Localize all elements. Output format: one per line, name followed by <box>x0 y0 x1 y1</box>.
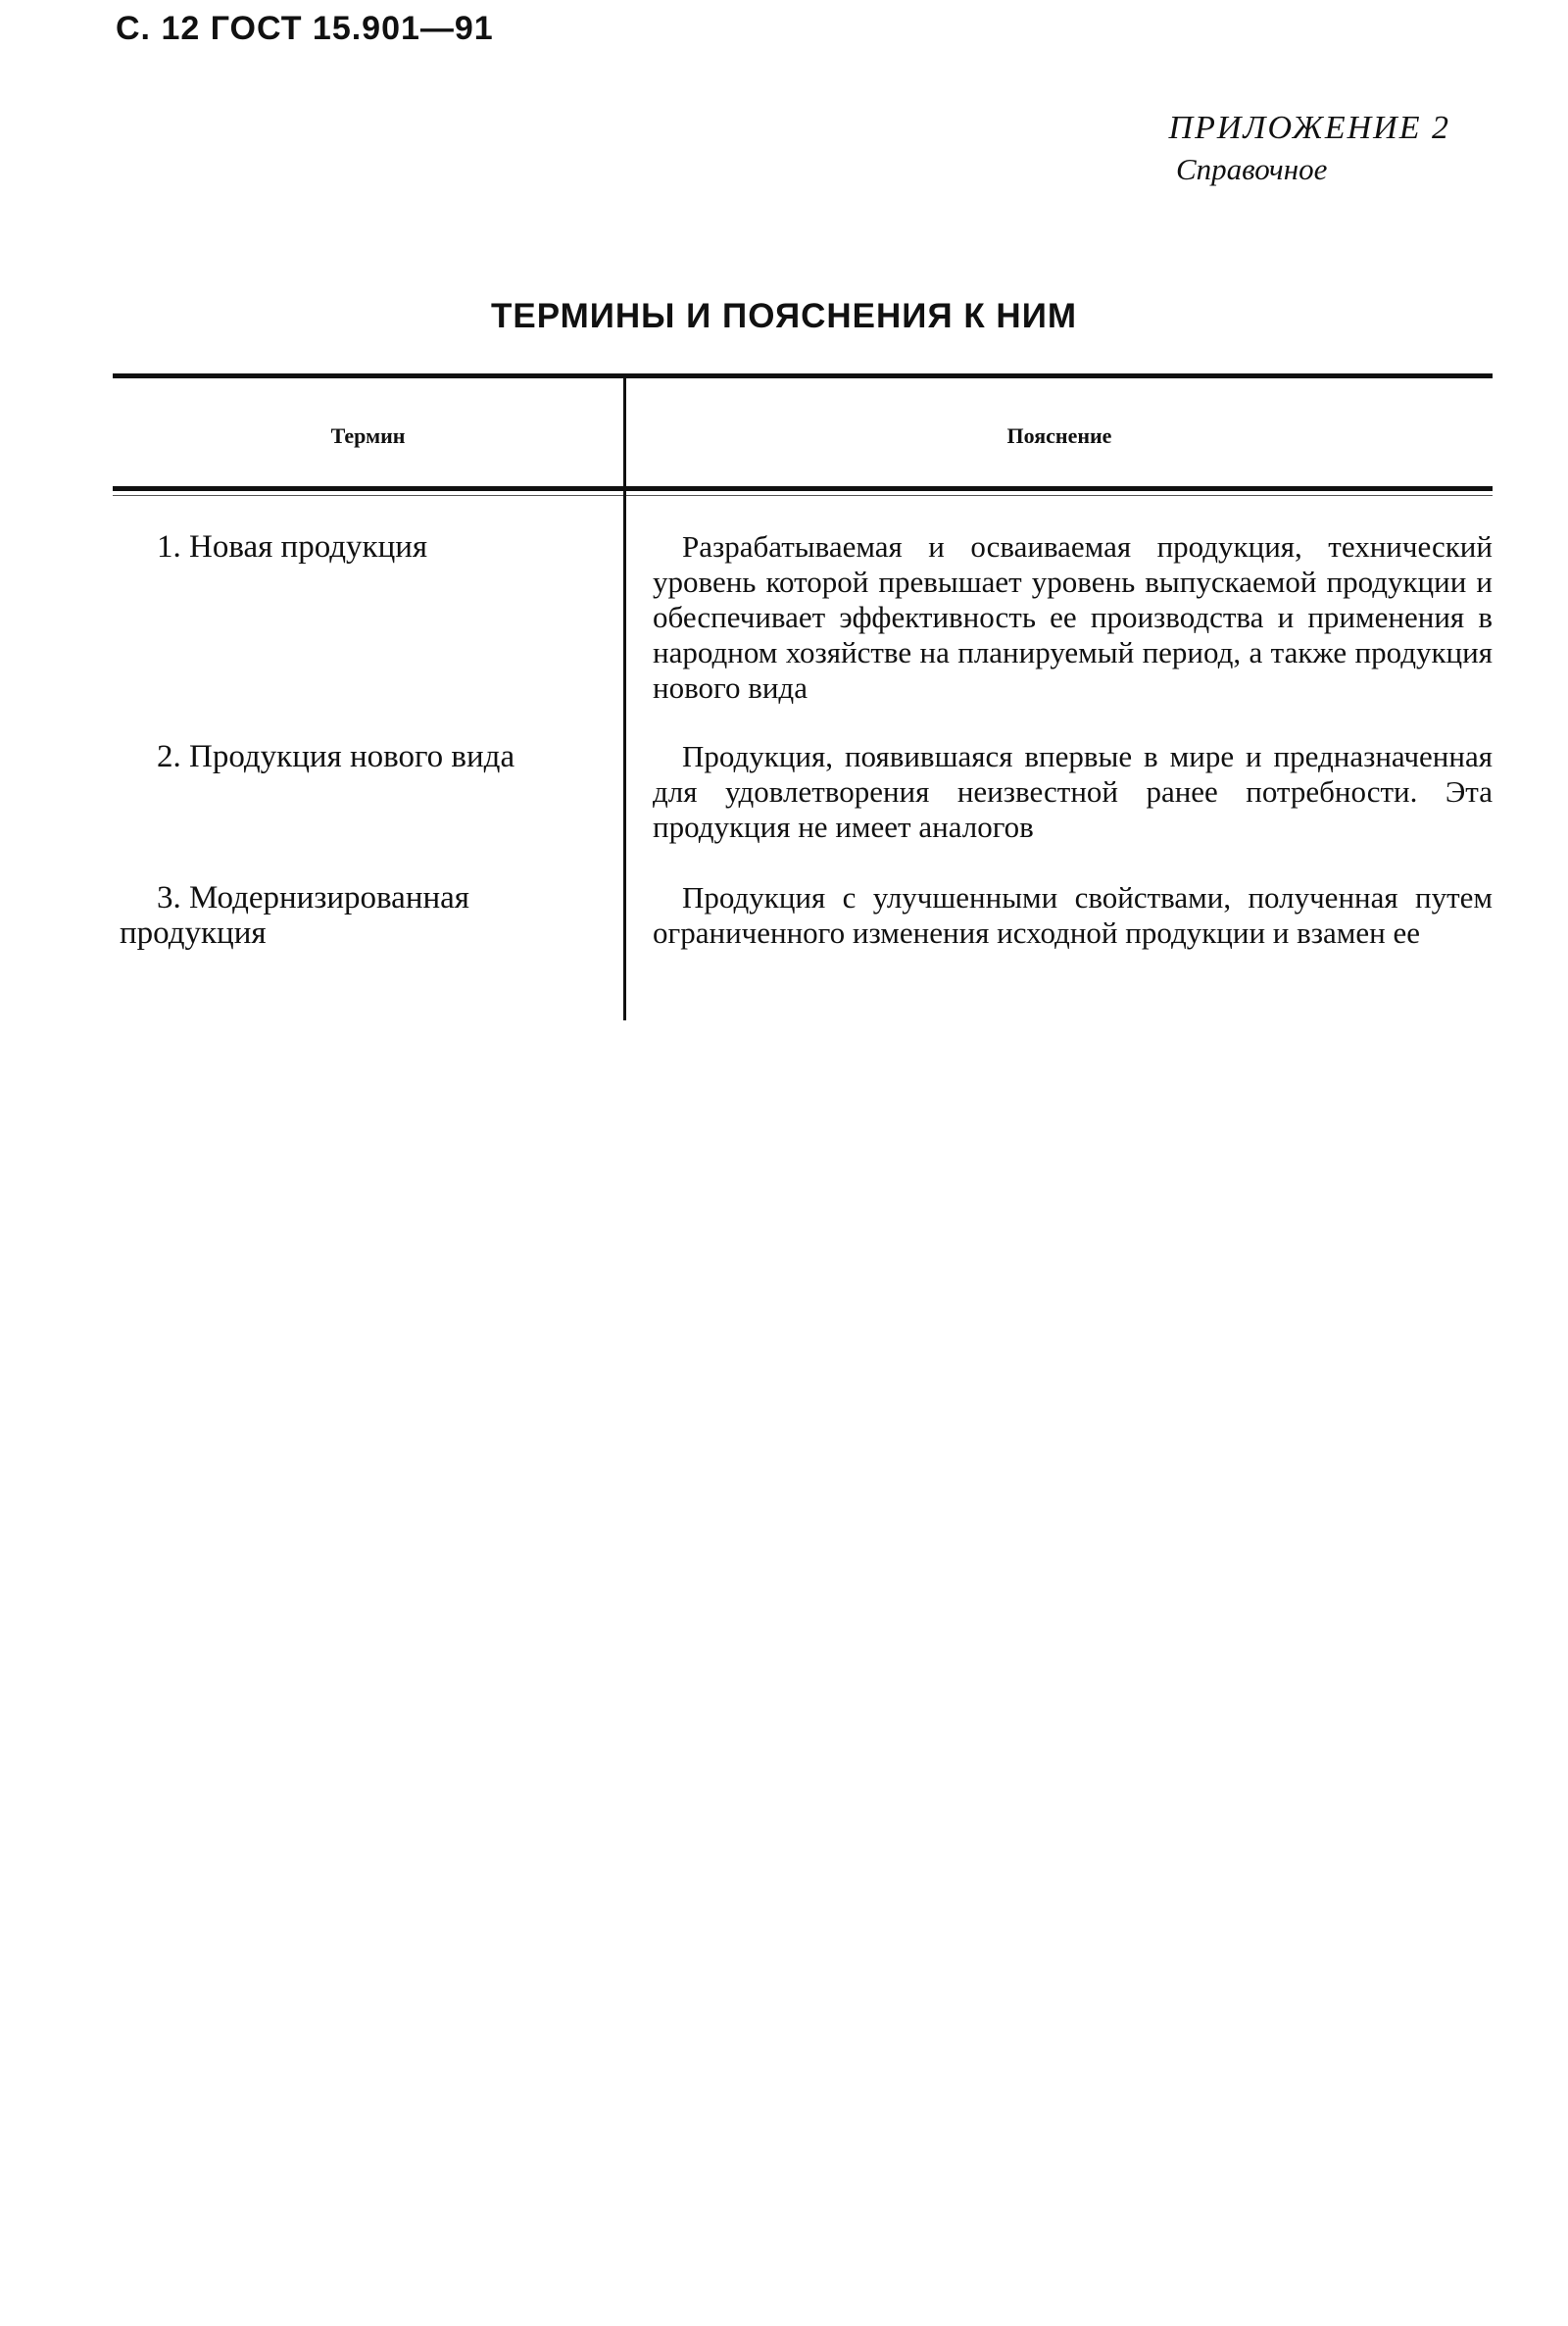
table-row-term: 3. Модернизированная продукция <box>120 880 469 951</box>
page-header: С. 12 ГОСТ 15.901—91 <box>116 10 494 47</box>
appendix-type: Справочное <box>1176 152 1328 186</box>
table-column-divider <box>623 378 626 1020</box>
table-top-rule <box>113 373 1493 378</box>
table-row-explanation: Продукция с улучшенными свойствами, полученная путем ограниченного изменения исходной продукции и взамен ее <box>653 880 1493 950</box>
column-header-explanation: Пояснение <box>1006 423 1112 448</box>
section-title: ТЕРМИНЫ И ПОЯСНЕНИЯ К НИМ <box>490 297 1078 335</box>
table-row-term: 1. Новая продукция <box>157 529 428 565</box>
table-row-explanation: Продукция, появившаяся впервые в мире и предназначенная для удовлетворения неизвестной ранее потребности. Эта продукция не имеет аналогов <box>653 739 1493 844</box>
table-row-explanation: Разрабатываемая и осваиваемая продукция, технический уровень которой превышает уровень выпускаемой продукции и обеспечивает эффективность ее производства и применения в народном хозяйстве на планируемый период, а также продукция нового вида <box>653 529 1493 705</box>
column-header-term: Термин <box>330 423 406 448</box>
table-header-rule <box>113 486 1493 491</box>
table-row-term: 2. Продукция нового вида <box>157 739 515 774</box>
table-header-rule-thin <box>113 495 1493 496</box>
appendix-label: ПРИЛОЖЕНИЕ 2 <box>1168 110 1450 146</box>
